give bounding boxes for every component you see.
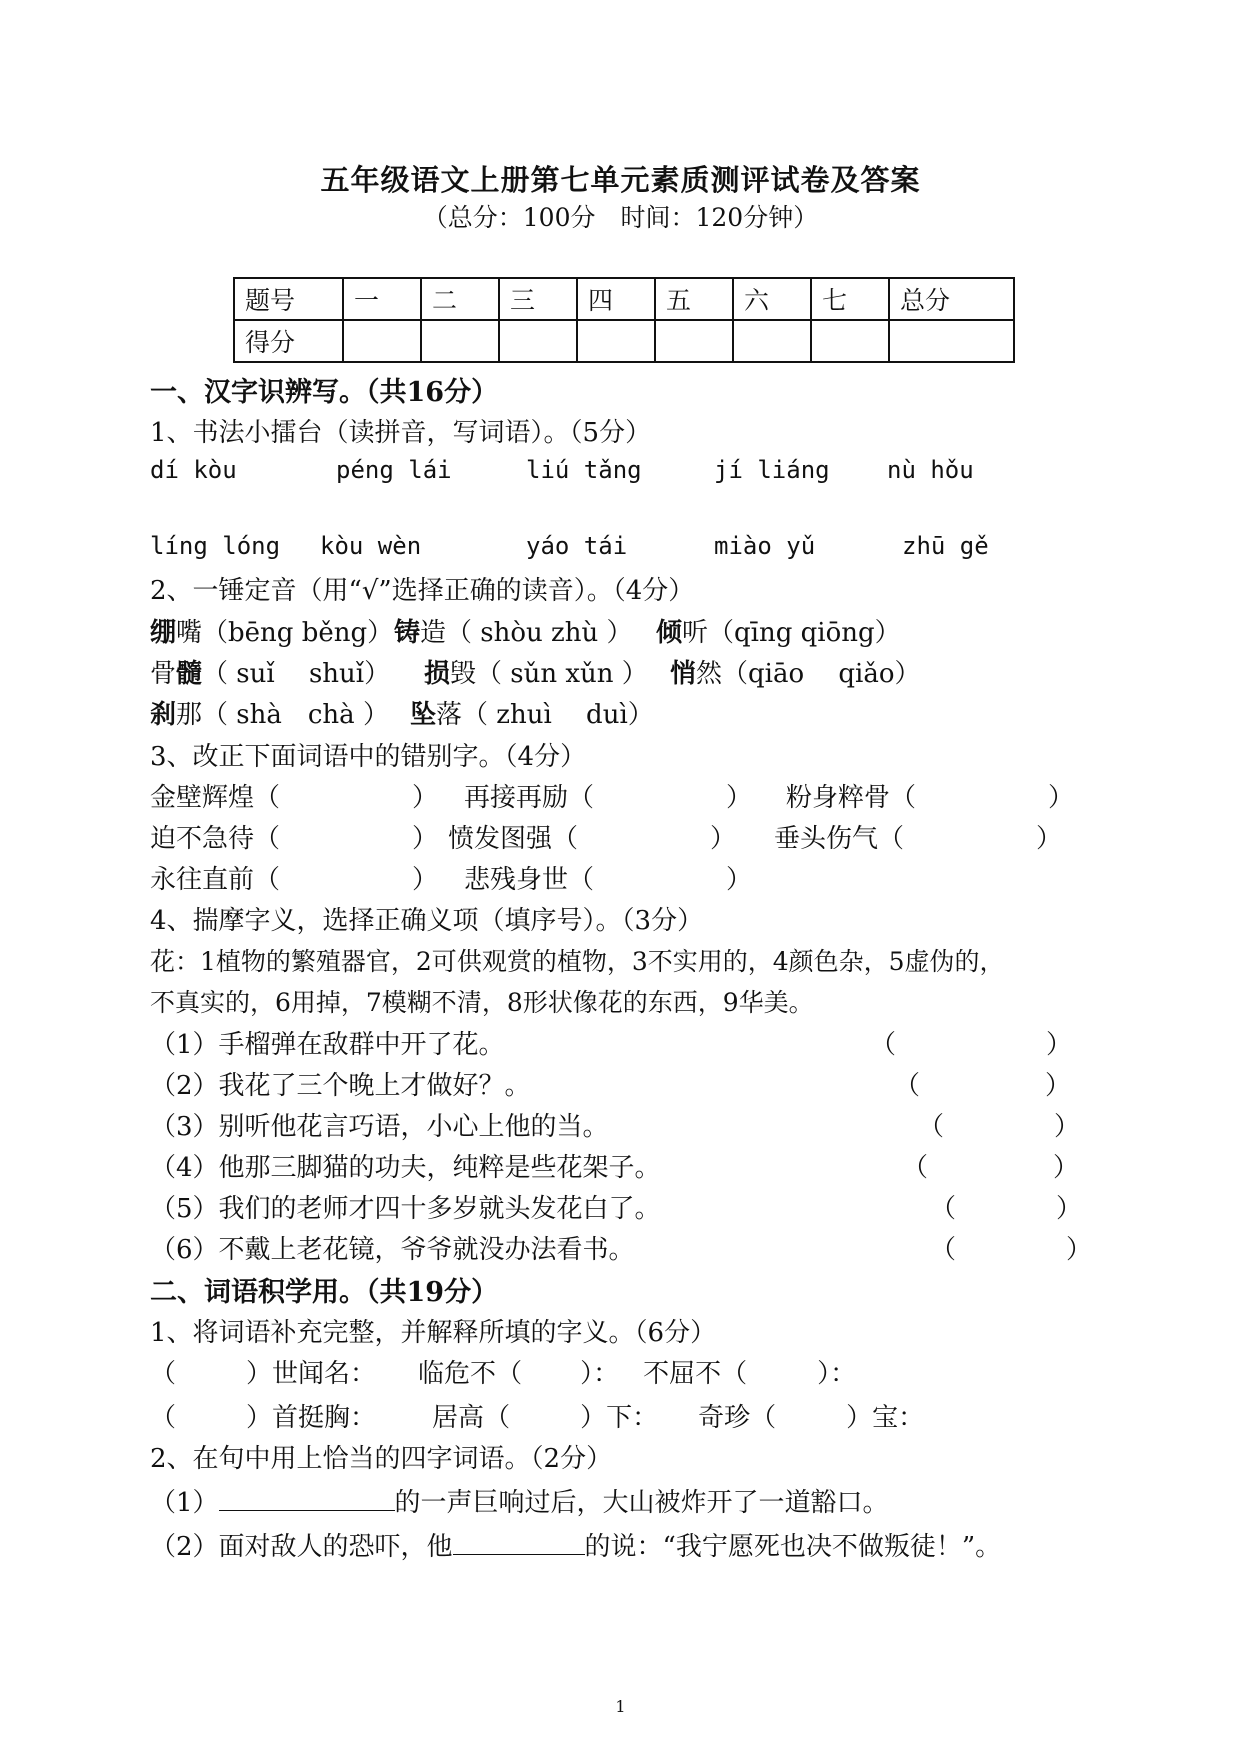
sentence-text: 的一声巨响过后，大山被炸开了一道豁口。 bbox=[394, 1488, 889, 1518]
wrong-word-item: 迫不急待（ ） bbox=[150, 824, 439, 854]
section-1-heading: 一、汉字识辨写。（共16分） bbox=[150, 377, 499, 408]
wrong-word-item: 悲残身世（ ） bbox=[464, 865, 753, 895]
wrong-word-item: 再接再励（ ） bbox=[464, 783, 753, 813]
pinyin-item: miào yǔ bbox=[714, 532, 816, 560]
meaning-question: （1）手榴弹在敌群中开了花。 bbox=[150, 1030, 505, 1060]
idiom-fragment: 居高 bbox=[432, 1403, 485, 1433]
reading-item bbox=[394, 612, 633, 649]
score-cell: 六 bbox=[733, 278, 811, 320]
idiom-fragment: 临危不 bbox=[418, 1359, 497, 1389]
idiom-fragment: 首挺胸： bbox=[272, 1403, 377, 1433]
definition-text: 花：1植物的繁殖器官，2可供观赏的植物，3不实用的，4颜色杂，5虚伪的， bbox=[150, 947, 1005, 976]
reading-item bbox=[656, 612, 901, 649]
score-input-cell[interactable] bbox=[577, 320, 655, 362]
score-cell: 总分 bbox=[889, 278, 1014, 320]
answer-blank[interactable]: （ ） bbox=[930, 1194, 1083, 1224]
idiom-fragment: 不屈不 bbox=[643, 1359, 722, 1389]
fill-sentence bbox=[150, 1526, 1001, 1563]
reading-options: 嘴（bēng běng） bbox=[176, 618, 394, 648]
score-cell: 题号 bbox=[234, 278, 343, 320]
pinyin-item: jí liáng bbox=[714, 456, 830, 484]
answer-blank[interactable]: （ ） bbox=[902, 1153, 1080, 1183]
wrong-word-item: 粉身粹骨（ ） bbox=[786, 783, 1075, 813]
pinyin-item: péng lái bbox=[336, 456, 452, 484]
reading-options: 听（qīng qiōng） bbox=[682, 618, 901, 648]
idiom-row: （ ）首挺胸： 居高（ ）下： 奇珍（ ）宝： bbox=[150, 1403, 925, 1433]
score-input-cell[interactable] bbox=[343, 320, 421, 362]
pinyin-item: nù hǒu bbox=[887, 456, 974, 484]
pinyin-item: zhū gě bbox=[902, 532, 989, 560]
reading-char: 悄 bbox=[670, 659, 697, 689]
wrong-word: 悲残身世 bbox=[464, 865, 569, 895]
wrong-word: 垂头伤气 bbox=[774, 824, 879, 854]
page-number: 1 bbox=[615, 1697, 626, 1716]
question-2-1-title: 1、将词语补充完整，并解释所填的字义。（6分） bbox=[150, 1318, 717, 1348]
reading-item bbox=[150, 694, 389, 731]
meaning-question: （4）他那三脚猫的功夫，纯粹是些花架子。 bbox=[150, 1153, 661, 1183]
sentence-prefix: （1） bbox=[150, 1488, 219, 1518]
wrong-word-item: 永往直前（ ） bbox=[150, 865, 439, 895]
reading-char: 刹 bbox=[150, 700, 177, 730]
idiom-row: （ ）世闻名： 临危不（ ）： 不屈不（ ）： bbox=[150, 1359, 857, 1389]
reading-options: 落（ zhuì duì） bbox=[436, 700, 654, 730]
reading-char: 绷 bbox=[150, 618, 177, 648]
exam-title: 五年级语文上册第七单元素质测评试卷及答案 bbox=[320, 163, 921, 197]
score-cell: 二 bbox=[421, 278, 499, 320]
idiom-fragment: 宝： bbox=[872, 1403, 925, 1433]
score-table-score-row bbox=[234, 320, 1014, 362]
score-cell: 一 bbox=[343, 278, 421, 320]
answer-blank[interactable] bbox=[453, 1553, 585, 1555]
reading-item bbox=[410, 694, 654, 731]
score-cell: 三 bbox=[499, 278, 577, 320]
reading-item bbox=[424, 653, 648, 690]
wrong-word: 迫不急待 bbox=[150, 824, 255, 854]
reading-char: 坠 bbox=[410, 700, 437, 730]
idiom-fragment: 下： bbox=[606, 1403, 659, 1433]
fill-sentence bbox=[150, 1482, 889, 1519]
reading-char: 髓 bbox=[176, 659, 203, 689]
reading-char: 损 bbox=[424, 659, 451, 689]
reading-item bbox=[150, 612, 393, 649]
answer-blank[interactable]: （ ） bbox=[918, 1112, 1081, 1142]
exam-subtitle: （总分：100分 时间：120分钟） bbox=[422, 203, 819, 232]
pinyin-item: liú tǎng bbox=[526, 456, 642, 484]
reading-item bbox=[150, 653, 390, 690]
meaning-question: （6）不戴上老花镜，爷爷就没办法看书。 bbox=[150, 1235, 635, 1265]
score-cell: 四 bbox=[577, 278, 655, 320]
idiom-fragment: ： bbox=[593, 1359, 620, 1389]
question-1-1-title: 1、书法小擂台（读拼音，写词语）。（5分） bbox=[150, 418, 652, 448]
reading-options: （ suǐ shuǐ） bbox=[202, 659, 391, 689]
reading-options: 毁（ sǔn xǔn ） bbox=[450, 659, 648, 689]
definition-text: 不真实的，6用掉，7模糊不清，8形状像花的东西，9华美。 bbox=[150, 988, 814, 1017]
answer-blank[interactable]: （ ） bbox=[930, 1235, 1093, 1265]
reading-char: 铸 bbox=[394, 618, 421, 648]
meaning-question: （2）我花了三个晚上才做好？。 bbox=[150, 1071, 531, 1101]
wrong-word: 金壁辉煌 bbox=[150, 783, 255, 813]
reading-options: 造（ shòu zhù ） bbox=[420, 618, 633, 648]
reading-item bbox=[670, 653, 921, 690]
wrong-word: 再接再励 bbox=[464, 783, 569, 813]
score-cell: 得分 bbox=[234, 320, 343, 362]
reading-prefix: 骨 bbox=[150, 659, 177, 689]
sentence-text: 的说：“我宁愿死也决不做叛徒！”。 bbox=[584, 1532, 1002, 1562]
score-cell: 五 bbox=[655, 278, 733, 320]
answer-blank[interactable] bbox=[219, 1509, 395, 1511]
sentence-text: （2）面对敌人的恐吓，他 bbox=[150, 1532, 453, 1562]
wrong-word: 永往直前 bbox=[150, 865, 255, 895]
reading-options: 然（qiāo qiǎo） bbox=[696, 659, 921, 689]
answer-blank[interactable]: （ ） bbox=[870, 1030, 1073, 1060]
score-input-cell[interactable] bbox=[499, 320, 577, 362]
pinyin-item: dí kòu bbox=[150, 456, 237, 484]
score-cell: 七 bbox=[811, 278, 889, 320]
score-input-cell[interactable] bbox=[811, 320, 889, 362]
wrong-word-item: 愤发图强（ ） bbox=[448, 824, 737, 854]
question-1-2-title: 2、一锤定音（用“√”选择正确的读音）。（4分） bbox=[150, 576, 695, 606]
wrong-word: 愤发图强 bbox=[448, 824, 553, 854]
pinyin-item: kòu wèn bbox=[320, 532, 422, 560]
answer-blank[interactable]: （ ） bbox=[894, 1071, 1072, 1101]
reading-options: 那（ shà chà ） bbox=[176, 700, 389, 730]
section-2-heading: 二、词语积学用。（共19分） bbox=[150, 1277, 499, 1308]
score-table-header-row bbox=[234, 278, 1014, 320]
idiom-fragment: 奇珍 bbox=[698, 1403, 751, 1433]
meaning-question: （5）我们的老师才四十多岁就头发花白了。 bbox=[150, 1194, 661, 1224]
idiom-fragment: 世闻名： bbox=[272, 1359, 377, 1389]
question-2-2-title: 2、在句中用上恰当的四字词语。（2分） bbox=[150, 1444, 613, 1474]
wrong-word-item: 垂头伤气（ ） bbox=[774, 824, 1063, 854]
wrong-word-item: 金壁辉煌（ ） bbox=[150, 783, 439, 813]
wrong-word: 粉身粹骨 bbox=[786, 783, 891, 813]
score-input-cell[interactable] bbox=[889, 320, 1014, 362]
pinyin-item: líng lóng bbox=[150, 532, 281, 560]
score-input-cell[interactable] bbox=[421, 320, 499, 362]
pinyin-item: yáo tái bbox=[526, 532, 628, 560]
meaning-question: （3）别听他花言巧语，小心上他的当。 bbox=[150, 1112, 609, 1142]
score-table bbox=[233, 277, 1015, 363]
score-input-cell[interactable] bbox=[733, 320, 811, 362]
score-input-cell[interactable] bbox=[655, 320, 733, 362]
idiom-fragment: ： bbox=[830, 1359, 857, 1389]
question-1-4-title: 4、揣摩字义，选择正确义项（填序号）。（3分） bbox=[150, 906, 704, 936]
question-1-3-title: 3、改正下面词语中的错别字。（4分） bbox=[150, 742, 587, 772]
reading-char: 倾 bbox=[656, 618, 683, 648]
